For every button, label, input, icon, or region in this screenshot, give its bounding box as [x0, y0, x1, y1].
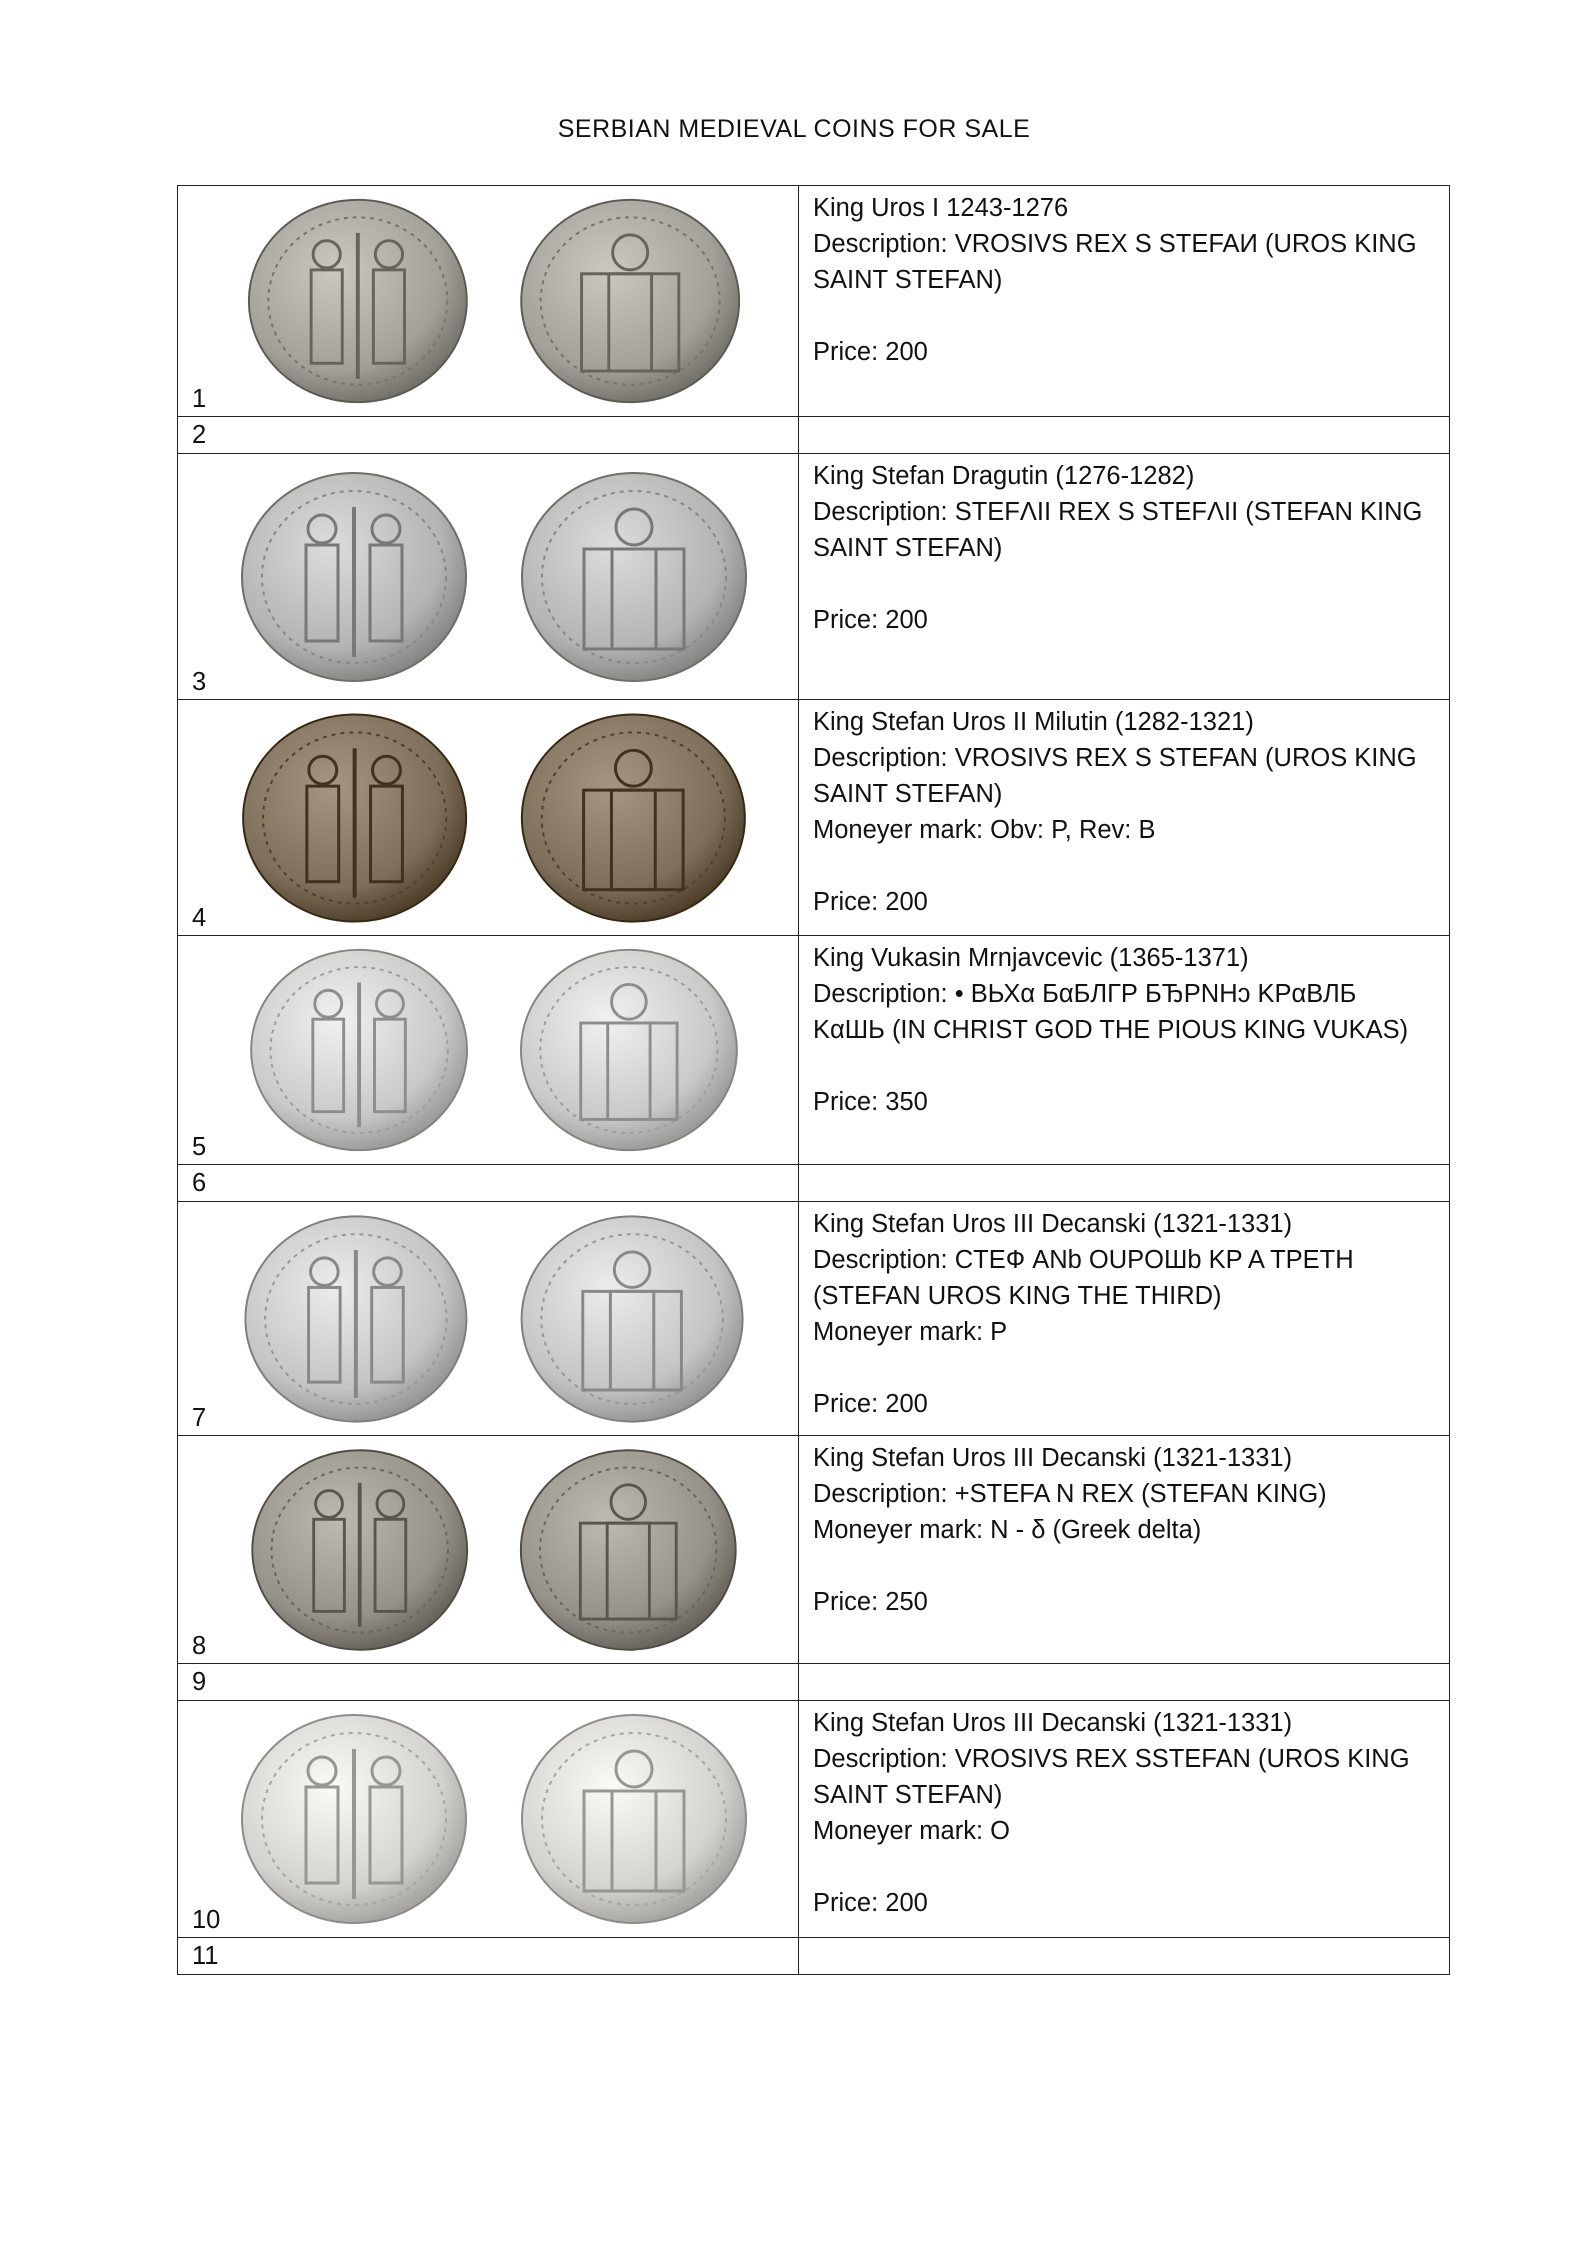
description-line: Description: +STEFA N REX (STEFAN KING): [813, 1480, 1327, 1508]
item-number: 5: [192, 1133, 207, 1161]
coin-reverse: [521, 950, 737, 1150]
table-row: [178, 1938, 1450, 1975]
coin-pair-image: [214, 1444, 774, 1655]
coin-pair-image: [214, 1709, 774, 1929]
coin-image-cell: [178, 700, 799, 936]
description-line: Description: STEFΛII REX S STEFΛII (STEFAN KING SAINT STEFAN): [813, 498, 1423, 562]
price-label: Price: 200: [813, 338, 928, 366]
coin-image-cell: [178, 1664, 799, 1701]
coin-description-cell: [799, 1664, 1450, 1701]
coin-image-cell: [178, 454, 799, 700]
item-number: 8: [192, 1632, 207, 1660]
description-line: King Uros I 1243-1276: [813, 194, 1069, 222]
description-line: King Stefan Dragutin (1276-1282): [813, 462, 1195, 490]
coin-pair-image: [214, 462, 774, 691]
item-number: 7: [192, 1404, 207, 1432]
description-line: King Stefan Uros III Decanski (1321-1331): [813, 1709, 1293, 1737]
coin-description-cell: [799, 417, 1450, 454]
table-row: [178, 1664, 1450, 1701]
coin-obverse: [243, 714, 466, 921]
description-line: King Stefan Uros III Decanski (1321-1331): [813, 1444, 1293, 1472]
table-row: [178, 700, 1450, 936]
price-label: Price: 250: [813, 1588, 928, 1616]
price-label: Price: 200: [813, 888, 928, 916]
coin-description-cell: [799, 1436, 1450, 1664]
description-line: Description: • ВЬХα БαБЛГР БЂРNHɔ KРαВЛБ KαШЬ (IN CHRIST GOD THE PIOUS KING VUKAS): [813, 980, 1409, 1044]
coin-image-cell: [178, 186, 799, 417]
coin-reverse: [522, 714, 745, 921]
price-label: Price: 350: [813, 1088, 928, 1116]
coins-table: [177, 185, 1450, 1975]
coin-obverse: [245, 1216, 466, 1421]
coin-photo: [214, 1210, 774, 1427]
coin-description-cell: [799, 1938, 1450, 1975]
coin-pair-image: [214, 708, 774, 927]
item-number: 1: [192, 385, 207, 413]
coin-obverse: [249, 200, 467, 402]
coin-description-cell: [799, 186, 1450, 417]
description-line: King Stefan Uros III Decanski (1321-1331): [813, 1210, 1293, 1238]
description-line: Description: CTEФ ANb OUPOШb KP A TPETH (STEFAN UROS KING THE THIRD): [813, 1246, 1354, 1310]
table-row: [178, 186, 1450, 417]
price-label: Price: 200: [813, 1390, 928, 1418]
coin-obverse: [251, 950, 467, 1150]
coin-photo: [214, 194, 774, 408]
coin-image-cell: [178, 1436, 799, 1664]
table-row: [178, 1436, 1450, 1664]
coin-description-cell: [799, 454, 1450, 700]
item-number: 4: [192, 904, 207, 932]
coin-image-cell: [178, 936, 799, 1165]
coin-description-cell: [799, 1701, 1450, 1938]
item-number: 2: [192, 421, 207, 449]
coin-description-cell: [799, 1202, 1450, 1436]
coin-photo: [214, 708, 774, 927]
description-line: Moneyer mark: O: [813, 1817, 1010, 1845]
table-row: [178, 1202, 1450, 1436]
item-number: 6: [192, 1169, 207, 1197]
table-row: [178, 417, 1450, 454]
description-line: King Stefan Uros II Milutin (1282-1321): [813, 708, 1254, 736]
item-number: 10: [192, 1906, 221, 1934]
description-line: Moneyer mark: Obv: P, Rev: B: [813, 816, 1156, 844]
coin-obverse: [242, 1715, 466, 1923]
table-row: [178, 936, 1450, 1165]
coin-image-cell: [178, 1165, 799, 1202]
coin-obverse: [242, 473, 466, 681]
coin-pair-image: [214, 944, 774, 1156]
coin-obverse: [252, 1450, 467, 1649]
coin-image-cell: [178, 1202, 799, 1436]
description-line: Description: VROSIVS REX S STEFAN (UROS KING SAINT STEFAN): [813, 744, 1417, 808]
price-label: Price: 200: [813, 606, 928, 634]
description-line: King Vukasin Mrnjavcevic (1365-1371): [813, 944, 1249, 972]
coin-reverse: [521, 1450, 736, 1649]
item-number: 11: [192, 1942, 219, 1970]
coin-image-cell: [178, 1701, 799, 1938]
coin-image-cell: [178, 1938, 799, 1975]
description-line: Moneyer mark: P: [813, 1318, 1008, 1346]
coin-description-cell: [799, 936, 1450, 1165]
coin-description-cell: [799, 700, 1450, 936]
coin-photo: [214, 462, 774, 691]
table-row: [178, 454, 1450, 700]
item-number: 9: [192, 1668, 207, 1696]
price-label: Price: 200: [813, 1889, 928, 1917]
item-number: 3: [192, 668, 207, 696]
description-line: Moneyer mark: N - δ (Greek delta): [813, 1516, 1202, 1544]
page-title: SERBIAN MEDIEVAL COINS FOR SALE: [557, 115, 1031, 143]
coin-description-cell: [799, 1165, 1450, 1202]
coin-reverse: [522, 1216, 743, 1421]
coin-photo: [214, 944, 774, 1156]
coin-photo: [214, 1709, 774, 1929]
description-line: Description: VROSIVS REX SSTEFAN (UROS KING SAINT STEFAN): [813, 1745, 1410, 1809]
description-line: Description: VROSIVS REX S STEFAИ (UROS KING SAINT STEFAN): [813, 230, 1417, 294]
table-row: [178, 1165, 1450, 1202]
coin-pair-image: [214, 194, 774, 408]
coin-reverse: [522, 1715, 746, 1923]
coin-photo: [214, 1444, 774, 1655]
coin-pair-image: [214, 1210, 774, 1427]
coin-reverse: [521, 200, 739, 402]
table-row: [178, 1701, 1450, 1938]
coin-image-cell: [178, 417, 799, 454]
coins-table-body: [178, 186, 1450, 1975]
coin-reverse: [522, 473, 746, 681]
